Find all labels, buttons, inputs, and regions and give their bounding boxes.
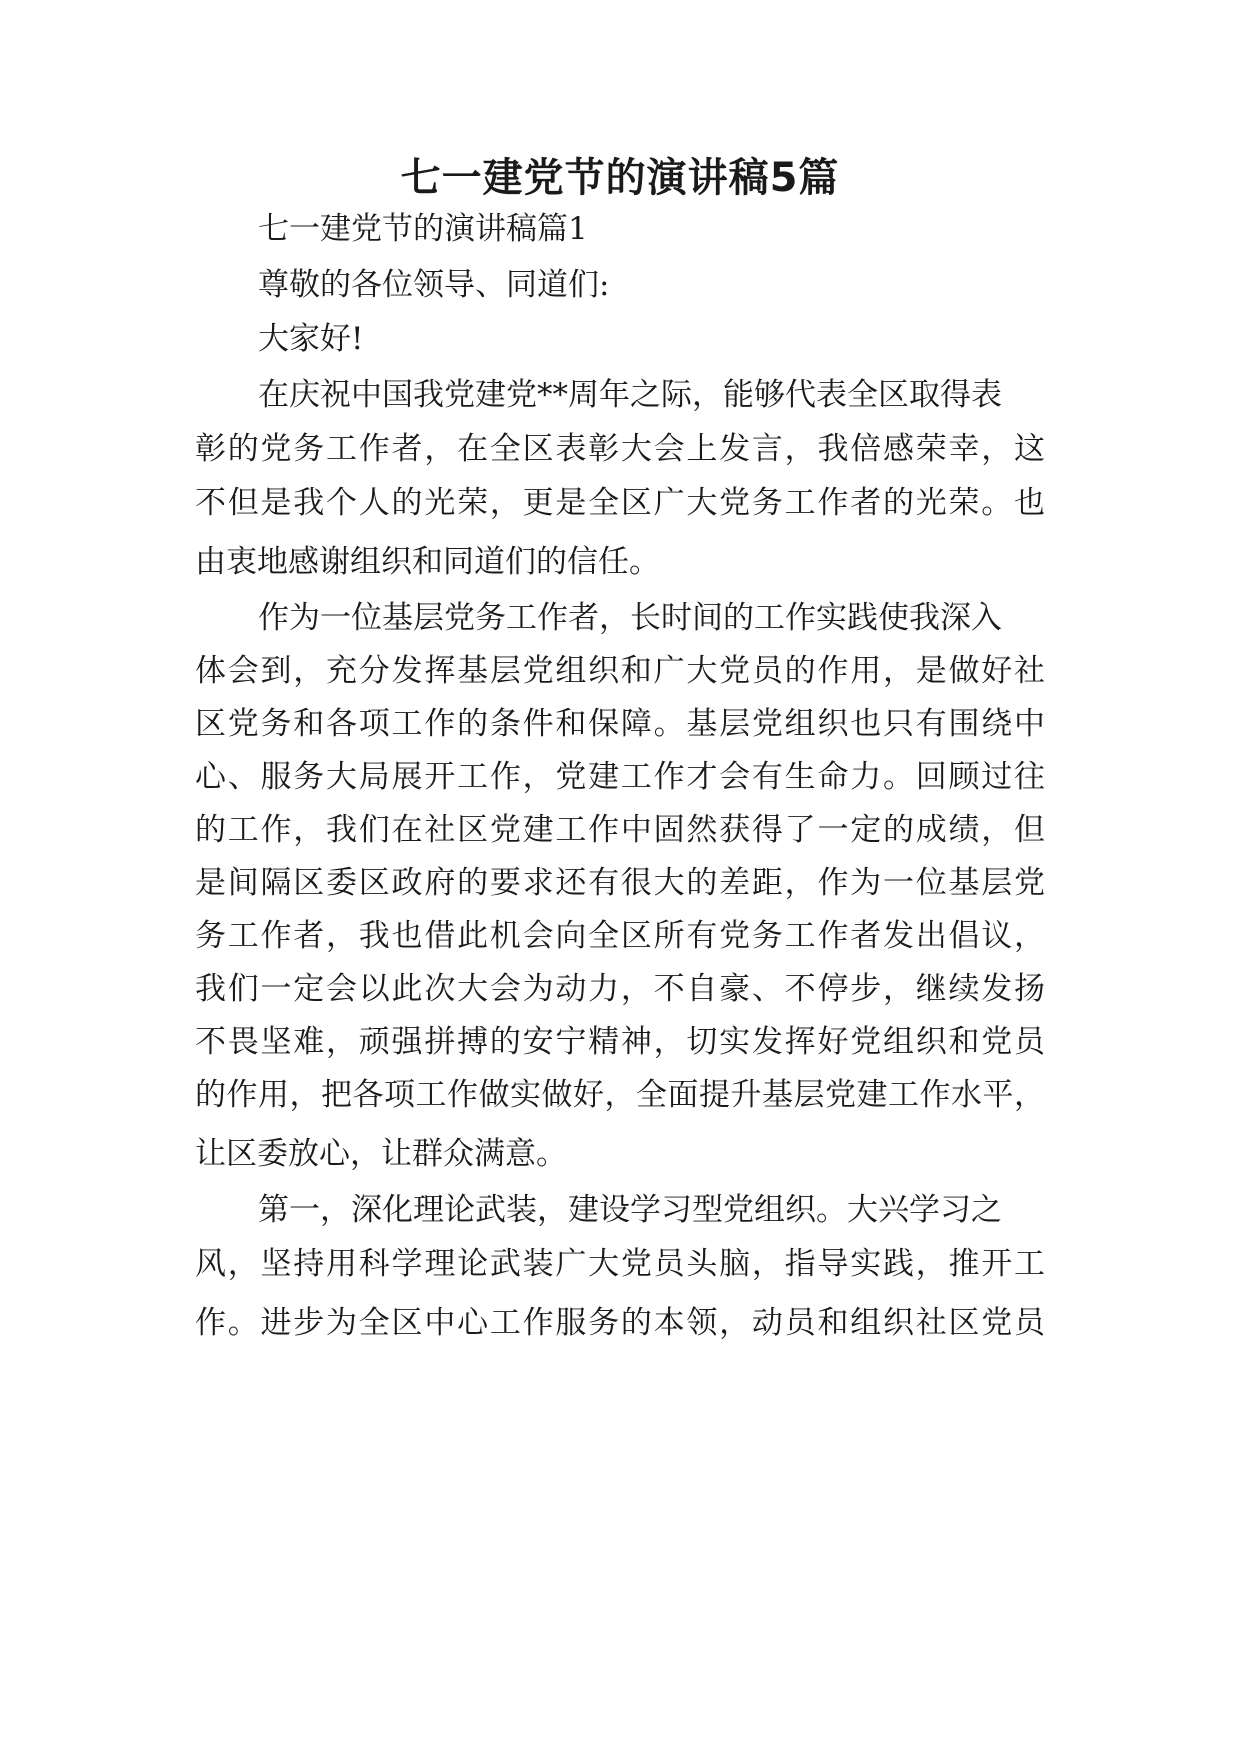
paragraph-line: 作为一位基层党务工作者，长时间的工作实践使我深入	[258, 600, 1002, 636]
paragraph-line: 让区委放心，让群众满意。	[195, 1136, 567, 1172]
paragraph-line: 是间隔区委区政府的要求还有很大的差距，作为一位基层党	[195, 865, 1045, 901]
paragraph-line: 风，坚持用科学理论武装广大党员头脑，指导实践，推开工	[195, 1246, 1045, 1282]
paragraph-line: 务工作者，我也借此机会向全区所有党务工作者发出倡议，	[195, 918, 1045, 954]
paragraph-line: 第一，深化理论武装，建设学习型党组织。大兴学习之	[258, 1192, 1002, 1228]
salutation: 尊敬的各位领导、同道们:	[258, 267, 610, 303]
paragraph-line: 的作用，把各项工作做实做好，全面提升基层党建工作水平，	[195, 1077, 1045, 1113]
paragraph-line: 体会到，充分发挥基层党组织和广大党员的作用，是做好社	[195, 653, 1045, 689]
paragraph-line: 我们一定会以此次大会为动力，不自豪、不停步，继续发扬	[195, 971, 1045, 1007]
paragraph-line: 不但是我个人的光荣，更是全区广大党务工作者的光荣。也	[195, 485, 1045, 521]
paragraph-line: 作。进步为全区中心工作服务的本领，动员和组织社区党员	[195, 1305, 1045, 1341]
paragraph-line: 在庆祝中国我党建党**周年之际，能够代表全区取得表	[258, 377, 1002, 413]
paragraph-line: 的工作，我们在社区党建工作中固然获得了一定的成绩，但	[195, 812, 1045, 848]
greeting: 大家好!	[258, 321, 364, 357]
page-title: 七一建党节的演讲稿5篇	[400, 155, 840, 201]
paragraph-line: 心、服务大局展开工作，党建工作才会有生命力。回顾过往	[195, 759, 1045, 795]
paragraph-line: 由衷地感谢组织和同道们的信任。	[195, 544, 660, 580]
paragraph-line: 彰的党务工作者，在全区表彰大会上发言，我倍感荣幸，这	[195, 431, 1045, 467]
paragraph-line: 不畏坚难，顽强拼搏的安宁精神，切实发挥好党组织和党员	[195, 1024, 1045, 1060]
paragraph-line: 区党务和各项工作的条件和保障。基层党组织也只有围绕中	[195, 706, 1045, 742]
section-subtitle: 七一建党节的演讲稿篇1	[258, 211, 588, 247]
